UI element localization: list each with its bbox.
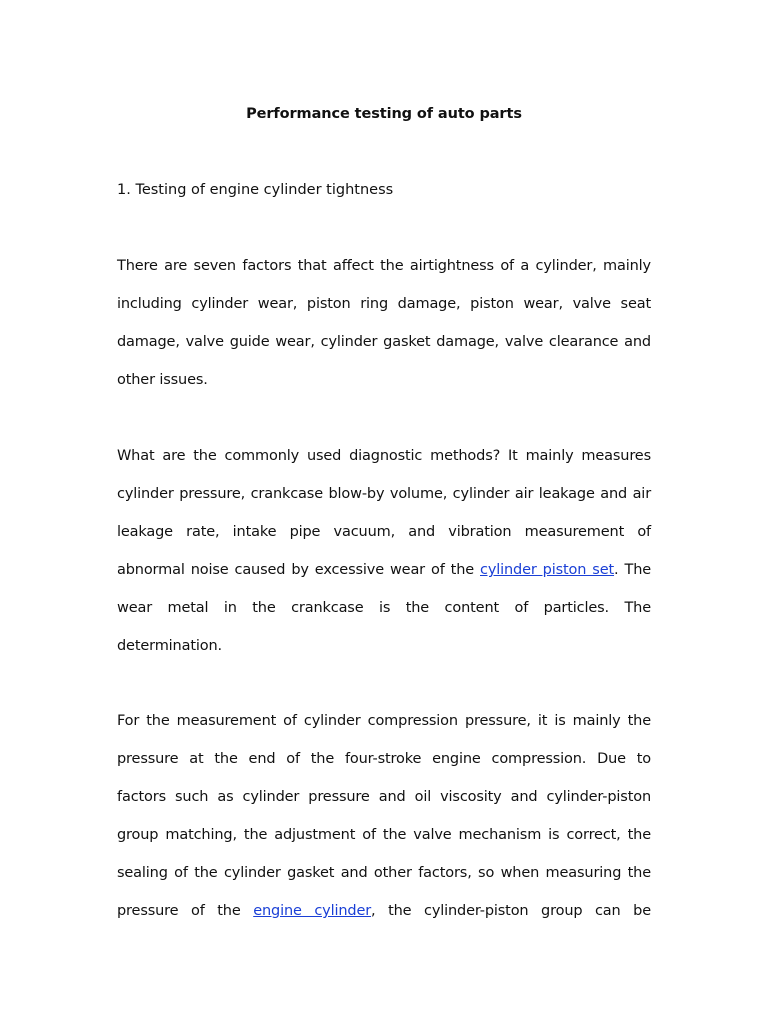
section-heading: 1. Testing of engine cylinder tightness <box>117 182 394 198</box>
text-line: other issues. <box>117 372 208 388</box>
paragraph-1 <box>117 256 651 408</box>
document-title: Performance testing of auto parts <box>246 106 522 122</box>
text-line: wear metal in the crankcase is the content of particles. The <box>117 600 651 616</box>
cylinder-piston-set-link[interactable]: cylinder piston set <box>480 562 615 578</box>
text-line: factors such as cylinder pressure and oil viscosity and cylinder-piston <box>117 789 651 805</box>
text-segment: pressure of the <box>117 903 254 919</box>
text-line: pressure at the end of the four-stroke engine compression. Due to <box>117 751 651 767</box>
paragraph-2 <box>117 446 651 674</box>
paragraph-3 <box>117 711 651 939</box>
text-line: including cylinder wear, piston ring damage, piston wear, valve seat <box>117 296 651 312</box>
text-line: group matching, the adjustment of the valve mechanism is correct, the <box>117 827 651 843</box>
text-line: determination. <box>117 638 222 654</box>
text-line-with-link <box>117 901 651 939</box>
text-line: There are seven factors that affect the airtightness of a cylinder, mainly <box>117 258 651 274</box>
text-line: cylinder pressure, crankcase blow-by volume, cylinder air leakage and air <box>117 486 651 502</box>
text-line-with-link <box>117 560 651 598</box>
text-segment: abnormal noise caused by excessive wear of the <box>117 562 480 578</box>
text-line: sealing of the cylinder gasket and other factors, so when measuring the <box>117 865 651 881</box>
text-line: leakage rate, intake pipe vacuum, and vibration measurement of <box>117 524 651 540</box>
text-line: damage, valve guide wear, cylinder gasket damage, valve clearance and <box>117 334 651 350</box>
engine-cylinder-link[interactable]: engine cylinder <box>253 903 372 919</box>
text-line: For the measurement of cylinder compression pressure, it is mainly the <box>117 713 651 729</box>
text-segment: , the cylinder-piston group can be <box>371 903 651 919</box>
text-segment: . The <box>614 562 652 578</box>
text-line: What are the commonly used diagnostic methods? It mainly measures <box>117 448 651 464</box>
